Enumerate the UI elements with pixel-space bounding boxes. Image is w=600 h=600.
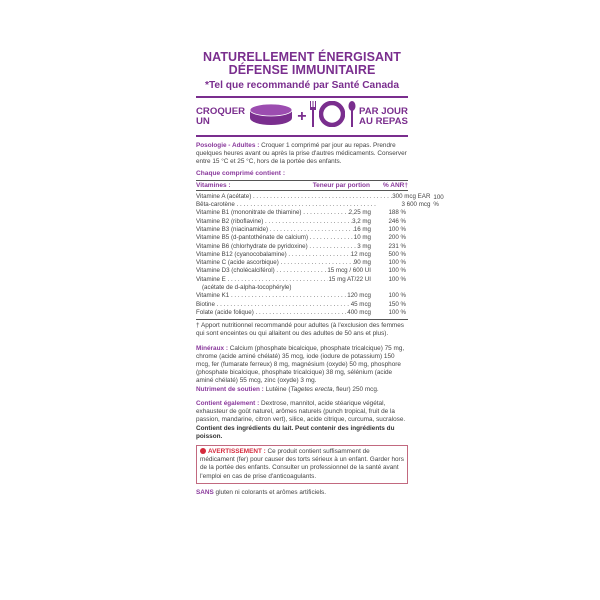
mineraux: Minéraux : Calcium (phosphate bicalcique, phosphate tricalcique) 75 mg, chrome (acide aminé chélaté) 35 mcg, iode (iodure de potassium) 150 mcg, fer (fumarate ferreux) 8 mg, magnésium (oxyde) 50 mg, phosphore (phosphate bicalcique, phosphate tricalcique) 38 mg, sélénium (acide aminé chélaté) 55 mcg, zinc (oxyde) 3 mg. — [196, 344, 405, 385]
contient-heading: Chaque comprimé contient : — [196, 169, 286, 177]
table-row: Vitamine K1 . . . 120 mcg 100 % — [196, 292, 408, 300]
title-line-1: NATURELLEMENT ÉNERGISANT — [203, 50, 401, 64]
table-row: Vitamine B2 (riboflavine) . . . 3,2 mg 246 % — [196, 218, 408, 226]
title-line-2: DÉFENSE IMMUNITAIRE — [228, 63, 376, 77]
fork-icon — [310, 101, 316, 132]
nutriment-de-soutien: Nutriment de soutien : Lutéine (Tagetes erecta, fleur) 250 mcg. — [196, 385, 379, 393]
divider — [196, 135, 408, 137]
warning-box: AVERTISSEMENT : Ce produit contient suffisamment de médicament (fer) pour causer des torts sérieux à un enfant. Garder hors de la portée des enfants. Consulter un professionnel de la santé avant l'emploi en cas de prise d'anticoagulants. — [196, 445, 408, 484]
table-row: Vitamine B6 (chlorhydrate de pyridoxine) . . . 3 mg 231 % — [196, 243, 408, 251]
table-end-rule — [196, 319, 408, 320]
vitamins-table-header: Vitamines : Teneur par portion % ANR† — [196, 181, 408, 189]
table-row-group: Vitamine A (acétate) . . . 300 mcg EAR Bêta-carotène . . . 3 600 mcg 100 % — [196, 193, 408, 210]
warning-dot-icon — [200, 448, 206, 454]
table-row: Vitamine E . . . 15 mg AT/22 UI 100 % — [196, 276, 408, 284]
table-row: Biotine . . . 45 mcg 150 % — [196, 301, 408, 309]
footnote: † Apport nutritionnel recommandé pour adultes (à l'exclusion des femmes qui sont enceintes ou qui allaitent ou des adultes de 50 ans et plus). — [196, 322, 404, 338]
spoon-icon — [348, 101, 356, 132]
divider — [196, 96, 408, 98]
usage-right-label: PAR JOUR AU REPAS — [359, 105, 408, 127]
table-row: Vitamine D3 (cholécalciférol) . . . 15 mcg / 600 UI 100 % — [196, 267, 408, 275]
plate-icon — [319, 101, 345, 132]
table-row-note: (acétate de d-alpha-tocophéryle) — [202, 284, 292, 292]
table-row: Vitamine A (acétate) . . . 300 mcg EAR — [196, 193, 433, 201]
table-row: Vitamine B3 (niacinamide) . . . 16 mg 100 % — [196, 226, 408, 234]
usage-left-label: CROQUER UN — [196, 105, 246, 127]
table-row: Folate (acide folique) . . . 400 mcg 100 % — [196, 309, 408, 317]
allergens: Contient des ingrédients du lait. Peut contenir des ingrédients du poisson. — [196, 424, 395, 440]
table-row: Bêta-carotène . . . 3 600 mcg — [196, 201, 433, 209]
contient-egalement: Contient également : Dextrose, mannitol, acide stéarique végétal, exhausteur de goût naturel, arômes naturels (punch tropical, fruit de la passion, mandarine, citron vert), silice, acide citrique, curcuma, sucralose. Contient des ingrédients du lait. Peut contenir des ingrédients du poisson. — [196, 400, 408, 441]
vitamins-table-body — [196, 192, 444, 317]
label-panel — [196, 50, 444, 497]
table-row: Vitamine C (acide ascorbique) . . . 90 mg 100 % — [196, 259, 408, 267]
tablet-icon — [248, 102, 294, 131]
posologie: Posologie - Adultes : Croquer 1 comprimé par jour au repas. Prendre quelques heures avant ou après la prise d'autres médicaments. Conserver entre 15 °C et 25 °C, hors de la portée des enfants. — [196, 142, 407, 166]
table-row: Vitamine B12 (cyanocobalamine) . . . 12 mcg 500 % — [196, 251, 408, 259]
plus-sign: + — [297, 107, 307, 125]
subtitle: *Tel que recommandé par Santé Canada — [205, 80, 399, 91]
table-row: Vitamine B1 (mononitrate de thiamine) . . . 2,25 mg 188 % — [196, 209, 408, 217]
sans-statement: SANS gluten ni colorants et arômes artificiels. — [196, 488, 327, 496]
usage-banner — [196, 100, 408, 133]
table-row: Vitamine B5 (d-pantothénate de calcium) . . . 10 mg 200 % — [196, 234, 408, 242]
